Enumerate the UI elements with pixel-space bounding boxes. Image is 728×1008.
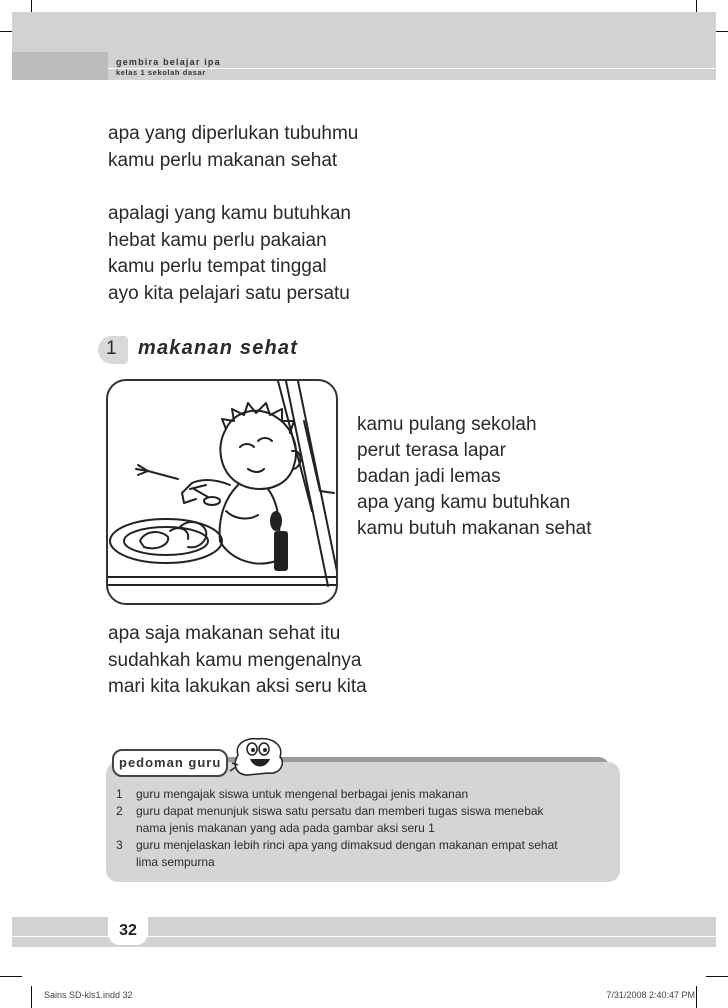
guide-item-number: 1 — [116, 787, 123, 801]
crop-mark — [31, 986, 32, 1008]
guide-item-text: guru dapat menunjuk siswa satu persatu dan memberi tugas siswa menebak — [136, 804, 544, 818]
stanza-line: perut terasa lapar — [357, 440, 506, 461]
stanza-line: kamu pulang sekolah — [357, 414, 537, 435]
intro-stanza-2 — [108, 201, 351, 307]
guide-item-number: 2 — [116, 804, 123, 818]
section-title: makanan sehat — [138, 337, 299, 359]
stanza-line: ayo kita pelajari satu persatu — [108, 282, 350, 304]
guide-item — [116, 837, 616, 871]
crop-mark — [696, 986, 697, 1008]
series-title: gembira belajar ipa — [116, 57, 221, 67]
stanza-line: kamu butuh makanan sehat — [357, 518, 592, 539]
stanza-line: apa saja makanan sehat itu — [108, 623, 341, 644]
stanza-line: hebat kamu perlu pakaian — [108, 229, 327, 251]
stanza-line: apalagi yang kamu butuhkan — [108, 203, 351, 224]
closing-stanza — [108, 621, 367, 701]
section-number: 1 — [106, 338, 117, 359]
boy-eating-illustration — [106, 379, 338, 605]
guide-item-text: nama jenis makanan yang ada pada gambar aksi seru 1 — [136, 821, 435, 835]
guide-item-text: guru mengajak siswa untuk mengenal berbagai jenis makanan — [136, 787, 469, 801]
guide-label: pedoman guru — [119, 755, 222, 770]
guide-list — [116, 786, 616, 871]
stanza-line: kamu perlu tempat tinggal — [108, 256, 327, 277]
stanza-line: apa yang kamu butuhkan — [357, 492, 571, 513]
guide-item — [116, 786, 616, 803]
crop-mark — [706, 976, 728, 977]
guide-item-number: 3 — [116, 838, 123, 852]
stanza-line: sudahkah kamu mengenalnya — [108, 649, 362, 671]
print-slug-timestamp: 7/31/2008 2:40:47 PM — [606, 990, 695, 1000]
guide-item — [116, 803, 616, 837]
stanza-line: apa yang diperlukan tubuhmu — [108, 123, 359, 144]
guide-item-text: lima sempurna — [136, 855, 215, 869]
print-slug-filename: Sains SD-kls1.indd 32 — [44, 990, 133, 1000]
stanza-line: kamu perlu makanan sehat — [108, 149, 338, 171]
intro-stanza-1 — [108, 121, 358, 174]
crop-mark — [0, 976, 22, 977]
stanza-line: badan jadi lemas — [357, 466, 501, 487]
header-tab — [12, 52, 108, 80]
guide-item-text: guru menjelaskan lebih rinci apa yang dimaksud dengan makanan empat sehat — [136, 838, 558, 852]
side-stanza — [357, 412, 592, 542]
stanza-line: mari kita lakukan aksi seru kita — [108, 676, 367, 697]
series-subtitle: kelas 1 sekolah dasar — [116, 68, 206, 77]
boy-eating-drawing — [108, 381, 336, 603]
page-number: 32 — [119, 922, 137, 939]
cartoon-face-icon — [228, 735, 290, 779]
